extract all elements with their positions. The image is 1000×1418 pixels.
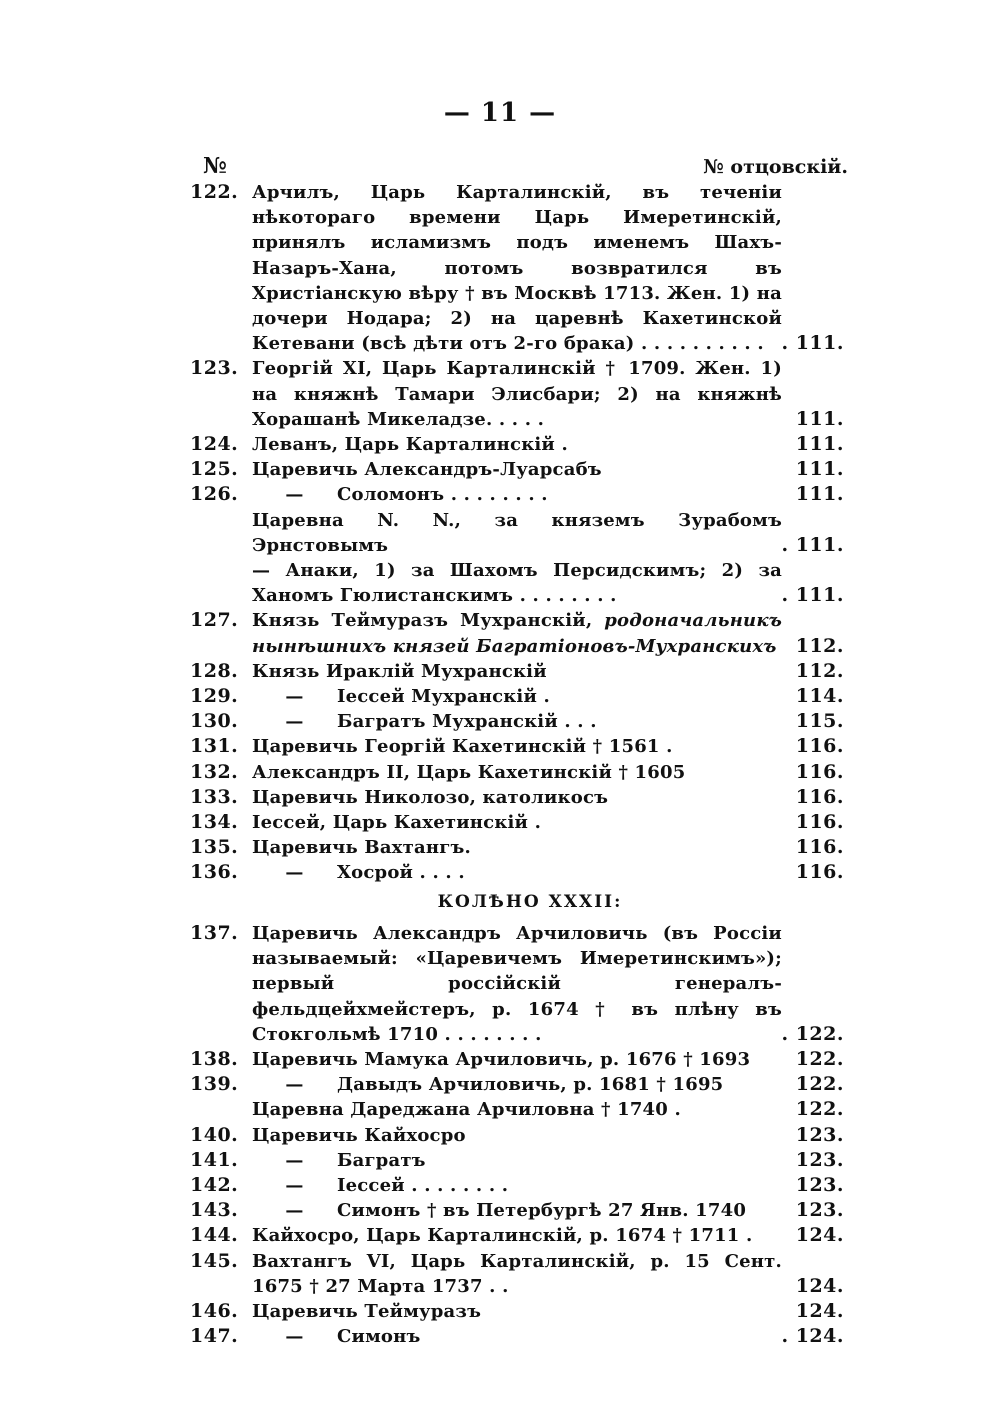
entry-number: 142. (190, 1173, 239, 1196)
entry-text (252, 1097, 782, 1122)
entry-text-content: Багратъ (337, 1149, 426, 1171)
entry-number: 136. (190, 861, 239, 884)
ditto-dash: — (285, 1326, 304, 1348)
entry-number: 132. (190, 760, 239, 783)
entry-number: 143. (190, 1199, 239, 1222)
entry-number: 130. (190, 710, 239, 733)
list-item (190, 835, 850, 860)
entry-text (252, 1299, 782, 1324)
list-item (190, 1097, 850, 1122)
entry-text-content: Кайхосро, Царь Карталинскій, р. 1674 † 1711 . (252, 1225, 753, 1247)
list-item (190, 180, 850, 356)
father-reference: 111. (795, 433, 844, 456)
ditto-dash: — (285, 686, 304, 708)
entry-text-content: Царевна N. N., за княземъ Зурабомъ Эрнстовымъ (252, 509, 782, 556)
entry-text-content: Іессей Мухранскій . (337, 686, 550, 708)
entry-text-content: Царевна Дареджана Арчиловна † 1740 . (252, 1099, 681, 1121)
entry-text-content: Царевичь Николозо, католикосъ (252, 786, 609, 808)
entry-text-content: Симонъ † въ Петербургѣ 27 Янв. 1740 (337, 1200, 747, 1222)
entry-text-content: Іессей . . . . . . . . (337, 1174, 509, 1196)
column-header-number: № (203, 153, 227, 179)
list-item (190, 1223, 850, 1248)
entry-text (252, 1123, 782, 1148)
father-reference: 124. (795, 1299, 844, 1322)
father-reference: . 111. (781, 584, 844, 607)
list-item (190, 785, 850, 810)
entry-number: 146. (190, 1299, 239, 1322)
entry-number: 133. (190, 785, 239, 808)
list-item (190, 1072, 850, 1097)
entry-number: 127. (190, 609, 239, 632)
entry-text-content: Александръ II, Царь Кахетинскій † 1605 (252, 761, 686, 783)
entry-number: 135. (190, 836, 239, 859)
ditto-dash: — (285, 1200, 304, 1222)
entry-number: 123. (190, 357, 239, 380)
father-reference: 123. (795, 1173, 844, 1196)
entry-text (252, 785, 782, 810)
father-reference: . 111. (781, 533, 844, 556)
list-item (190, 432, 850, 457)
entry-number: 128. (190, 659, 239, 682)
entry-text (252, 659, 782, 684)
ditto-dash: — (285, 711, 304, 733)
list-item (190, 457, 850, 482)
list-item (190, 1299, 850, 1324)
genealogy-list (190, 180, 850, 1349)
entry-number: 131. (190, 735, 239, 758)
list-item (190, 659, 850, 684)
entry-text (252, 180, 782, 356)
father-reference: 123. (795, 1148, 844, 1171)
entry-number: 141. (190, 1148, 239, 1171)
father-reference: 116. (795, 836, 844, 859)
entry-number: 144. (190, 1224, 239, 1247)
entry-text (252, 482, 782, 507)
list-item (190, 709, 850, 734)
father-reference: 111. (795, 483, 844, 506)
list-item (190, 1148, 850, 1173)
entry-text-italic: родоначальникъ нынѣшнихъ князей Багратіоновъ-Мухранскихъ (252, 610, 782, 657)
father-reference: 116. (795, 861, 844, 884)
list-item (190, 608, 850, 658)
entry-text-content: Князь Ираклій Мухранскій (252, 660, 547, 682)
entry-text-content: Хосрой . . . . (337, 862, 465, 884)
entry-number: 126. (190, 483, 239, 506)
entry-text-content: Георгій XI, Царь Карталинскій † 1709. Жен. 1) на княжнѣ Тамари Элисбари; 2) на княжнѣ Хорашанѣ Микеладзе. . . . . (252, 358, 782, 430)
section-title: КОЛѢНО XXXII: (437, 891, 623, 912)
entry-text-content: Симонъ (337, 1326, 421, 1348)
entry-text-content: Багратъ Мухранскій . . . (337, 711, 597, 733)
ditto-dash: — (285, 1174, 304, 1196)
entry-text-content: Давыдъ Арчиловичь, р. 1681 † 1695 (337, 1074, 724, 1096)
entry-text-content: Царевичь Александръ-Луарсабъ (252, 459, 602, 481)
entry-number: 129. (190, 685, 239, 708)
column-header-father-number: № отцовскій. (703, 156, 848, 178)
ditto-dash: — (285, 1149, 304, 1171)
entry-text (252, 432, 782, 457)
list-item (190, 1249, 850, 1299)
entry-text-plain: Князь Теймуразъ Мухранскій, (252, 610, 593, 632)
entry-text (252, 1324, 782, 1349)
entry-text (252, 709, 782, 734)
list-item (190, 508, 850, 558)
father-reference: . 124. (781, 1325, 844, 1348)
father-reference: 114. (795, 685, 844, 708)
father-reference: . 111. (781, 332, 844, 355)
entry-text-content: Леванъ, Царь Карталинскій . (252, 434, 568, 456)
entry-text (252, 1173, 782, 1198)
list-item (190, 921, 850, 1047)
entry-text-content: — Анаки, 1) за Шахомъ Персидскимъ; 2) за Ханомъ Гюлистанскимъ . . . . . . . . (252, 560, 782, 607)
list-item (190, 1173, 850, 1198)
father-reference: 122. (795, 1073, 844, 1096)
entry-text-content: Вахтангъ VI, Царь Карталинскій, р. 15 Сент. 1675 † 27 Марта 1737 . . (252, 1250, 782, 1297)
entry-number: 137. (190, 921, 239, 944)
father-reference: 124. (795, 1274, 844, 1297)
father-reference: 124. (795, 1224, 844, 1247)
entry-number: 134. (190, 811, 239, 834)
entry-number: 139. (190, 1073, 239, 1096)
entry-text (252, 760, 782, 785)
entry-number: 125. (190, 458, 239, 481)
father-reference: 116. (795, 735, 844, 758)
entry-number: 145. (190, 1249, 239, 1272)
entry-text (252, 835, 782, 860)
entry-text (252, 356, 782, 432)
list-item (190, 860, 850, 885)
entry-text (252, 558, 782, 608)
father-reference: 116. (795, 811, 844, 834)
entry-text (252, 608, 782, 658)
entry-number: 138. (190, 1047, 239, 1070)
list-item (190, 684, 850, 709)
entry-text-content: Царевичь Георгій Кахетинскій † 1561 . (252, 736, 673, 758)
entry-text-content: Царевичь Теймуразъ (252, 1300, 482, 1322)
entry-text (252, 1198, 782, 1223)
entry-text (252, 1148, 782, 1173)
father-reference: . 122. (781, 1022, 844, 1045)
entry-text (252, 1249, 782, 1299)
entry-text (252, 1047, 782, 1072)
entry-text (252, 921, 782, 1047)
father-reference: 115. (795, 710, 844, 733)
entry-text (252, 1223, 782, 1248)
entry-text (252, 860, 782, 885)
list-item (190, 1123, 850, 1148)
father-reference: 116. (795, 785, 844, 808)
entry-text-content: Царевичь Вахтангъ. (252, 837, 471, 859)
entry-group (190, 659, 850, 886)
list-item (190, 810, 850, 835)
list-item (190, 482, 850, 507)
entry-number: 140. (190, 1123, 239, 1146)
ditto-dash: — (285, 484, 304, 506)
list-item (190, 356, 850, 432)
father-reference: 111. (795, 458, 844, 481)
entry-text (252, 684, 782, 709)
entry-text-content: Царевичь Александръ Арчиловичь (въ Россіи называемый: «Царевичемъ Имеретинскимъ»); первый россійскій генералъ-фельдцейхмейстеръ, р. 1674 † въ плѣну въ Стокгольмѣ 1710 . . . . . . . . (252, 922, 782, 1045)
list-item (190, 734, 850, 759)
entry-text-content: Арчилъ, Царь Карталинскій, въ теченіи нѣкотораго времени Царь Имеретинскій, принялъ исламизмъ подъ именемъ Шахъ-Назаръ-Хана, потомъ возвратился въ Христіанскую вѣру † въ Москвѣ 1713. Жен. 1) на дочери Нодара; 2) на царевнѣ Кахетинской Кетевани (всѣ дѣти отъ 2-го брака) . . . . . . . . . . (252, 182, 782, 355)
list-item (190, 1198, 850, 1223)
entry-text (252, 810, 782, 835)
entry-number: 147. (190, 1325, 239, 1348)
father-reference: 111. (795, 407, 844, 430)
father-reference: 112. (795, 634, 844, 657)
entry-group (190, 180, 850, 608)
ditto-dash: — (285, 1074, 304, 1096)
entry-text (252, 457, 782, 482)
entry-text-content: Іессей, Царь Кахетинскій . (252, 812, 542, 834)
entry-text-content: Царевичь Мамука Арчиловичь, р. 1676 † 1693 (252, 1048, 751, 1070)
entry-text-content: Соломонъ . . . . . . . . (337, 484, 548, 506)
entry-number: 122. (190, 181, 239, 203)
father-reference: 112. (795, 659, 844, 682)
father-reference: 116. (795, 760, 844, 783)
entry-text (252, 508, 782, 558)
entry-text (252, 1072, 782, 1097)
page-number: — 11 — (443, 98, 557, 128)
entry-text-content: Царевичь Кайхосро (252, 1124, 466, 1146)
list-item (190, 760, 850, 785)
entry-number: 124. (190, 433, 239, 456)
father-reference: 122. (795, 1098, 844, 1121)
father-reference: 123. (795, 1199, 844, 1222)
entry-text (252, 734, 782, 759)
father-reference: 123. (795, 1123, 844, 1146)
ditto-dash: — (285, 862, 304, 884)
list-item (190, 558, 850, 608)
entry-group (190, 921, 850, 1349)
father-reference: 122. (795, 1047, 844, 1070)
list-item (190, 1047, 850, 1072)
list-item (190, 1324, 850, 1349)
